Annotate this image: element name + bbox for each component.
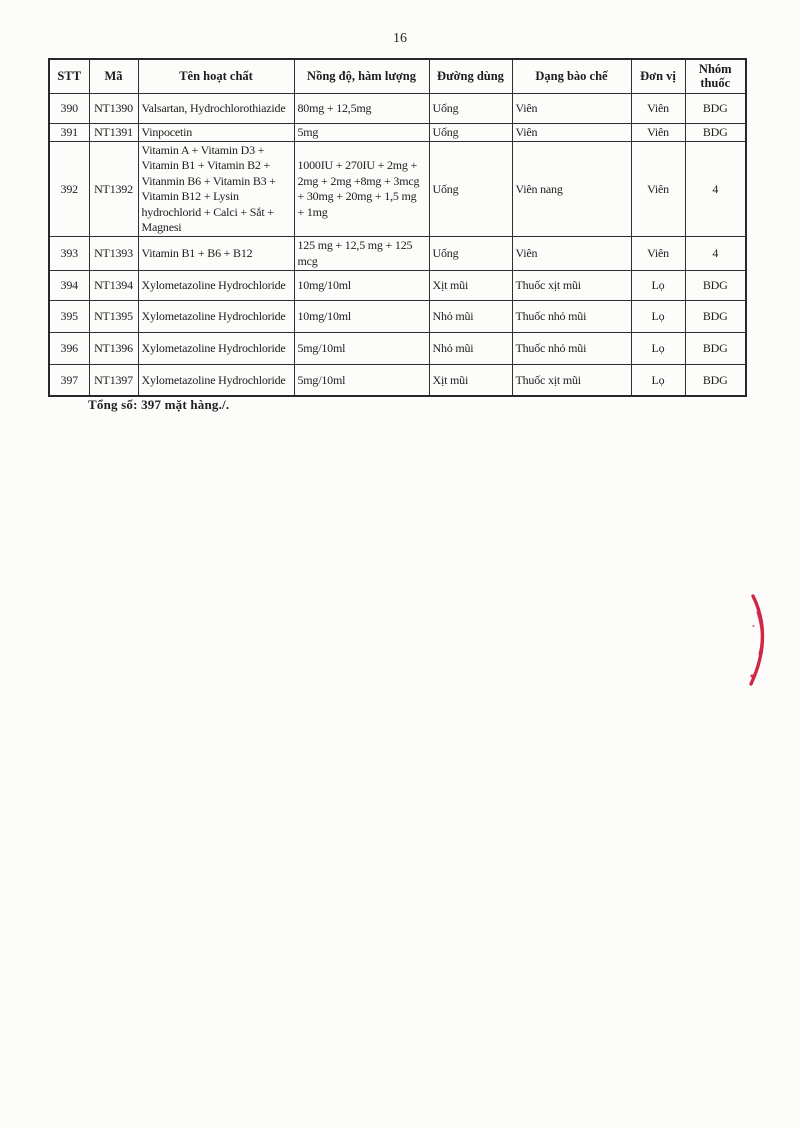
- table-cell: 5mg/10ml: [294, 332, 429, 364]
- table-cell: Nhỏ mũi: [429, 332, 512, 364]
- table-cell: Viên nang: [512, 142, 631, 237]
- table-cell: Viên: [631, 142, 685, 237]
- table-cell: 10mg/10ml: [294, 270, 429, 300]
- table-cell: NT1392: [89, 142, 138, 237]
- column-header-stt: STT: [49, 59, 89, 93]
- table-cell: 391: [49, 123, 89, 141]
- table-cell: BDG: [685, 332, 746, 364]
- table-cell: Xịt mũi: [429, 364, 512, 396]
- table-cell: 5mg/10ml: [294, 364, 429, 396]
- table-cell: BDG: [685, 123, 746, 141]
- table-cell: NT1396: [89, 332, 138, 364]
- table-cell: Viên: [512, 237, 631, 271]
- table-cell: Lọ: [631, 300, 685, 332]
- table-row: [49, 142, 746, 237]
- drug-list-table: [48, 58, 747, 397]
- table-row: [49, 364, 746, 396]
- table-cell: BDG: [685, 93, 746, 123]
- table-cell: Viên: [631, 123, 685, 141]
- table-cell: 125 mg + 12,5 mg + 125 mcg: [294, 237, 429, 271]
- total-summary: Tổng số: 397 mặt hàng./.: [88, 397, 230, 412]
- table-cell: NT1397: [89, 364, 138, 396]
- table-cell: Thuốc xịt mũi: [512, 270, 631, 300]
- table-cell: Viên: [512, 93, 631, 123]
- table-cell: NT1394: [89, 270, 138, 300]
- table-cell: Thuốc nhỏ mũi: [512, 332, 631, 364]
- table-cell: Nhỏ mũi: [429, 300, 512, 332]
- table-cell: Xylometazoline Hydrochloride: [138, 270, 294, 300]
- table-cell: Vinpocetin: [138, 123, 294, 141]
- column-header-duong-dung: Đường dùng: [429, 59, 512, 93]
- table-row: [49, 300, 746, 332]
- table-cell: Thuốc xịt mũi: [512, 364, 631, 396]
- table-cell: Viên: [631, 237, 685, 271]
- table-cell: NT1395: [89, 300, 138, 332]
- table-cell: Xylometazoline Hydrochloride: [138, 300, 294, 332]
- table-cell: 10mg/10ml: [294, 300, 429, 332]
- table-cell: 1000IU + 270IU + 2mg + 2mg + 2mg +8mg + 3mcg + 30mg + 20mg + 1,5 mg + 1mg: [294, 142, 429, 237]
- table-cell: 392: [49, 142, 89, 237]
- table-cell: BDG: [685, 270, 746, 300]
- table-cell: 80mg + 12,5mg: [294, 93, 429, 123]
- table-cell: 5mg: [294, 123, 429, 141]
- table-cell: Uống: [429, 123, 512, 141]
- table-cell: Lọ: [631, 364, 685, 396]
- column-header-don-vi: Đơn vị: [631, 59, 685, 93]
- table-cell: 390: [49, 93, 89, 123]
- table-row: [49, 237, 746, 271]
- table-cell: Viên: [631, 93, 685, 123]
- table-row: [49, 270, 746, 300]
- table-cell: NT1393: [89, 237, 138, 271]
- table-cell: 396: [49, 332, 89, 364]
- table-row: [49, 332, 746, 364]
- table-cell: Valsartan, Hydrochlorothiazide: [138, 93, 294, 123]
- header-row: [49, 59, 746, 93]
- table-cell: Thuốc nhỏ mũi: [512, 300, 631, 332]
- column-header-dang-bao-che: Dạng bào chế: [512, 59, 631, 93]
- table-cell: Vitamin B1 + B6 + B12: [138, 237, 294, 271]
- column-header-nong-do: Nồng độ, hàm lượng: [294, 59, 429, 93]
- table-cell: NT1390: [89, 93, 138, 123]
- table-row: [49, 93, 746, 123]
- table-cell: 393: [49, 237, 89, 271]
- table-cell: 395: [49, 300, 89, 332]
- table-row: [49, 123, 746, 141]
- table-cell: Vitamin A + Vitamin D3 + Vitamin B1 + Vitamin B2 + Vitanmin B6 + Vitamin B3 + Vitamin B12 + Lysin hydrochlorid + Calci + Sắt + Magnesi: [138, 142, 294, 237]
- column-header-ma: Mã: [89, 59, 138, 93]
- table-cell: 4: [685, 237, 746, 271]
- table-cell: Lọ: [631, 332, 685, 364]
- table-cell: 394: [49, 270, 89, 300]
- table-cell: Xịt mũi: [429, 270, 512, 300]
- page-number: 16: [393, 31, 407, 46]
- table-cell: Lọ: [631, 270, 685, 300]
- table-cell: Uống: [429, 142, 512, 237]
- column-header-nhom-thuoc: Nhóm thuốc: [685, 59, 746, 93]
- table-cell: Uống: [429, 237, 512, 271]
- table-cell: BDG: [685, 364, 746, 396]
- red-ink-mark-icon: [744, 592, 776, 688]
- table-cell: Xylometazoline Hydrochloride: [138, 364, 294, 396]
- table-cell: BDG: [685, 300, 746, 332]
- column-header-ten-hoat-chat: Tên hoạt chất: [138, 59, 294, 93]
- table-cell: Viên: [512, 123, 631, 141]
- table-cell: 4: [685, 142, 746, 237]
- table-cell: Xylometazoline Hydrochloride: [138, 332, 294, 364]
- table-cell: NT1391: [89, 123, 138, 141]
- table-cell: Uống: [429, 93, 512, 123]
- table-cell: 397: [49, 364, 89, 396]
